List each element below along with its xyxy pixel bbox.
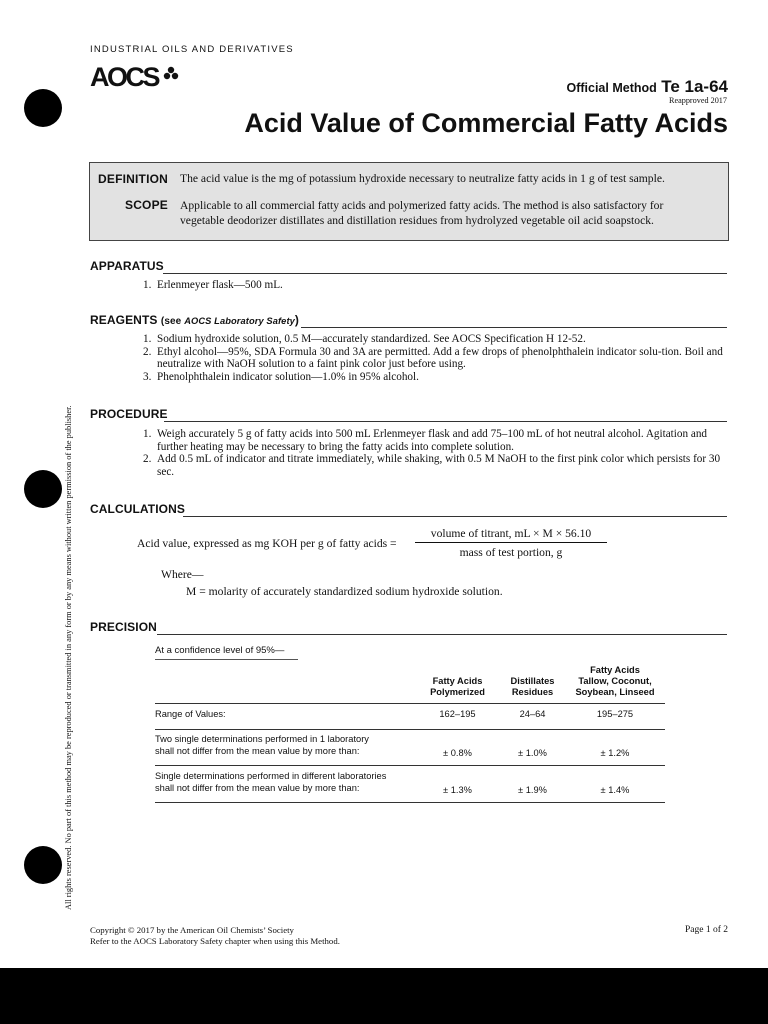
column-header [565, 662, 665, 698]
item-text: Phenolphthalein indicator solution—1.0% in 95% alcohol. [157, 370, 419, 383]
calculations-rule [183, 516, 727, 517]
list-item [143, 428, 733, 453]
where-label: Where— [161, 568, 204, 581]
formula-numerator: volume of titrant, mL × M × 56.10 [430, 527, 592, 540]
scope-label: SCOPE [124, 198, 168, 212]
table-cell: 24–64 [519, 709, 546, 720]
column-header-line: Distillates [510, 676, 555, 686]
item-text: Sodium hydroxide solution, 0.5 M—accurately standardized. See AOCS Specification H 12-52. [157, 333, 586, 345]
item-number: 1. [143, 279, 152, 291]
row-label-line: shall not differ from the mean value by more than: [155, 746, 360, 757]
binder-hole-bottom [24, 846, 62, 884]
scope-text [180, 198, 663, 228]
table-cell: ± 0.8% [443, 748, 472, 758]
row-label-line: Single determinations performed in different laboratories [155, 770, 387, 781]
item-text: Add 0.5 mL of indicator and titrate immediately, while shaking, with 0.5 M NaOH to the first pink color which persists for 30 sec. [157, 453, 721, 478]
table-header-row [155, 662, 665, 698]
item-number: 1. [143, 333, 152, 345]
copyright-text: Copyright © 2017 by the American Oil Chemists’ Society [90, 925, 294, 935]
trefoil-icon [163, 66, 179, 82]
precision-intro-rule [155, 659, 298, 660]
bottom-scan-band [0, 968, 768, 1024]
formula-fraction [415, 527, 607, 559]
precision-intro: At a confidence level of 95%— [155, 645, 285, 656]
item-text: Weigh accurately 5 g of fatty acids into 500 mL Erlenmeyer flask and add 75–100 mL of hot neutral alcohol. Agitation and further heating may be necessary to bring the fatty acids into complete solution. [157, 428, 708, 453]
procedure-rule [164, 421, 727, 422]
precision-rule [157, 634, 727, 635]
binder-hole-top [24, 89, 62, 127]
fraction-bar [415, 542, 607, 543]
logo-text: AOCS [90, 62, 159, 92]
procedure-heading: PROCEDURE [90, 407, 168, 421]
page-title: Acid Value of Commercial Fatty Acids [244, 108, 728, 138]
list-item [143, 346, 733, 371]
row-label: Range of Values: [155, 709, 226, 720]
reagents-rule [301, 327, 727, 328]
row-label [155, 766, 415, 798]
method-label: Official Method [566, 81, 657, 95]
column-header-line: Fatty Acids [432, 676, 483, 686]
safety-ref-prefix: (see [160, 316, 185, 327]
item-number: 3. [143, 370, 152, 383]
definition-text: The acid value is the mg of potassium hydroxide necessary to neutralize fatty acids in 1 g of test sample. [180, 172, 665, 185]
list-item [143, 279, 733, 292]
category-label: INDUSTRIAL OILS AND DERIVATIVES [90, 44, 294, 55]
column-header-line: Fatty Acids [590, 665, 640, 675]
method-id [566, 77, 728, 97]
footer-notes [90, 925, 340, 947]
table-row [155, 704, 665, 725]
item-text: Ethyl alcohol—95%, SDA Formula 30 and 3A are permitted. Add a few drops of phenolphthalein indicator solu-tion. Boil and neutralize with NaOH solution to a faint pink color just before using. [157, 345, 723, 371]
safety-ref-suffix: ) [294, 313, 300, 327]
column-header-line: Tallow, Coconut, [578, 676, 652, 686]
row-label-line: Two single determinations performed in 1 laboratory [155, 734, 369, 745]
method-code: Te 1a-64 [661, 77, 728, 96]
reagents-list [143, 333, 733, 383]
scope-text-line-2: vegetable deodorizer distillates and distillation residues from hydrolyzed vegetable oil acid soapstock. [180, 214, 654, 227]
row-label [155, 729, 415, 761]
safety-note: Refer to the AOCS Laboratory Safety chapter when using this Method. [90, 936, 340, 946]
binder-hole-middle [24, 470, 62, 508]
table-row [155, 766, 665, 798]
formula-denominator: mass of test portion, g [459, 546, 563, 559]
m-definition: M = molarity of accurately standardized sodium hydroxide solution. [186, 585, 503, 598]
table-cell: ± 1.0% [518, 748, 547, 758]
column-header-line: Soybean, Linseed [575, 687, 655, 697]
list-item [143, 453, 733, 478]
page-number: Page 1 of 2 [684, 925, 728, 935]
safety-ref-italic: AOCS Laboratory Safety [184, 316, 295, 326]
item-number: 2. [143, 345, 152, 358]
item-text: Erlenmeyer flask—500 mL. [157, 279, 283, 291]
row-label-line: shall not differ from the mean value by more than: [155, 782, 360, 793]
reagents-title: REAGENTS [90, 313, 158, 327]
procedure-list [143, 428, 733, 478]
table-cell: ± 1.3% [443, 784, 472, 795]
column-header [415, 662, 500, 698]
list-item [143, 333, 733, 346]
calculations-heading: CALCULATIONS [90, 502, 185, 516]
item-number: 2. [143, 453, 152, 466]
apparatus-heading: APPARATUS [90, 259, 164, 273]
table-cell: ± 1.2% [600, 748, 630, 758]
precision-heading: PRECISION [90, 620, 157, 634]
definition-label: DEFINITION [98, 172, 168, 186]
column-header-line: Polymerized [430, 687, 485, 697]
definition-scope-box [89, 162, 729, 241]
table-cell: 162–195 [439, 709, 476, 720]
list-item [143, 371, 733, 384]
table-cell: ± 1.9% [518, 784, 547, 795]
rights-notice: All rights reserved. No part of this method may be reproduced or transmitted in any form or by any means without written permission of the publisher. [64, 405, 73, 910]
item-number: 1. [143, 428, 152, 440]
reagents-heading [90, 313, 299, 327]
column-header [500, 662, 565, 698]
table-row [155, 729, 665, 761]
reapproved-label: Reapproved 2017 [669, 96, 727, 105]
aocs-logo [90, 60, 179, 94]
reagents-safety-ref [160, 313, 300, 327]
formula-lhs: Acid value, expressed as mg KOH per g of fatty acids = [137, 537, 397, 550]
precision-table [155, 662, 665, 803]
apparatus-list [143, 279, 733, 292]
table-rule-row [155, 798, 665, 803]
apparatus-rule [163, 273, 727, 274]
table-cell: 195–275 [596, 709, 634, 720]
scope-text-line-1: Applicable to all commercial fatty acids and polymerized fatty acids. The method is also satisfactory for [180, 199, 664, 212]
column-header-line: Residues [511, 687, 554, 697]
table-cell: ± 1.4% [600, 784, 630, 795]
